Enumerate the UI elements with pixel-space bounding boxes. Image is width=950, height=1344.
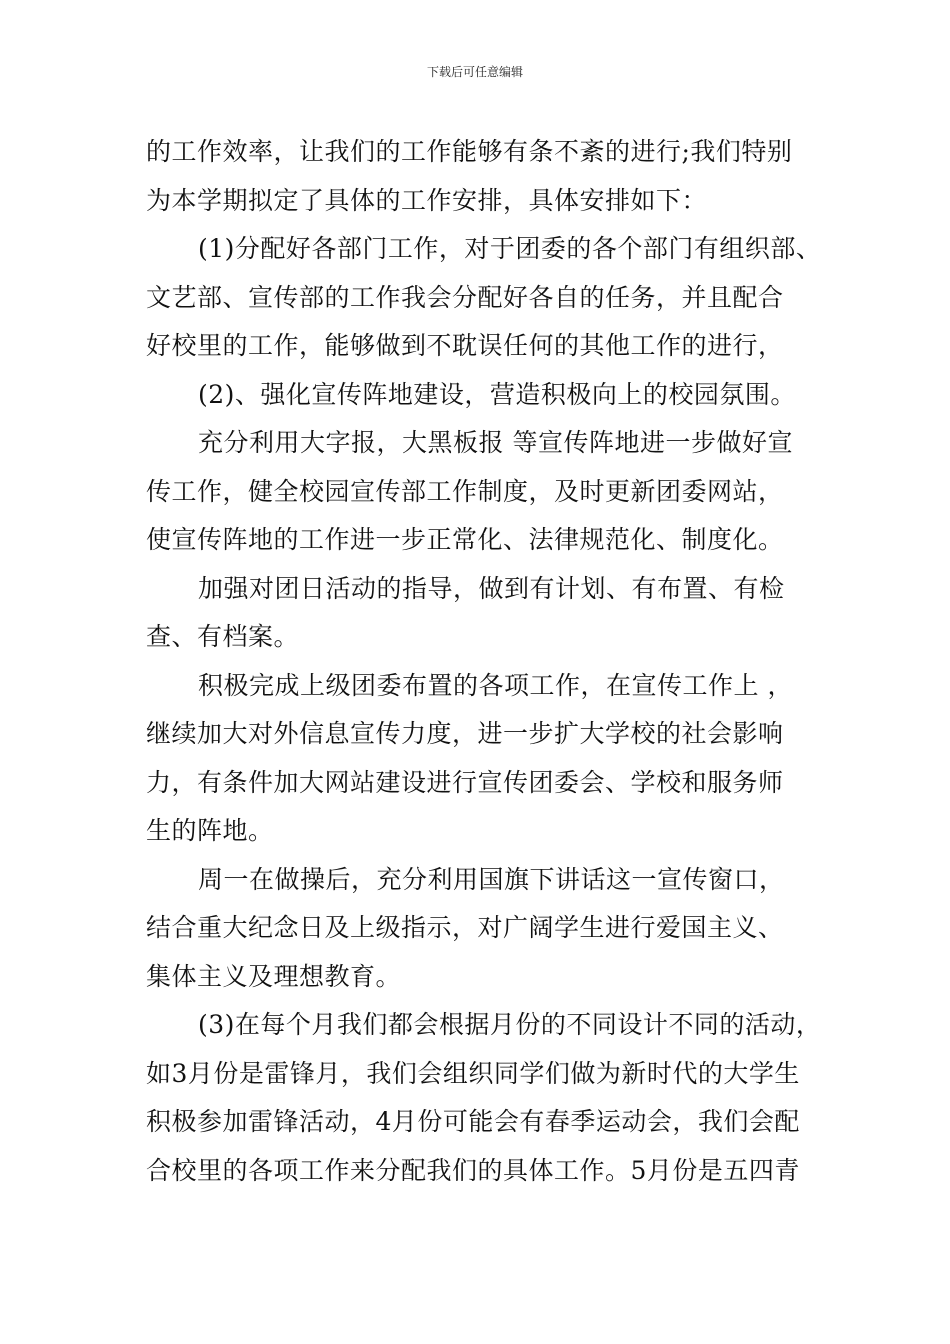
text-line: 积极参加雷锋活动，4月份可能会有春季运动会，我们会配	[146, 1107, 800, 1136]
text-line: (1)分配好各部门工作，对于团委的各个部门有组织部、	[198, 234, 822, 263]
text-line: 的工作效率，让我们的工作能够有条不紊的进行;我们特别	[146, 137, 793, 166]
document-body	[146, 128, 836, 1195]
text-line: 为本学期拟定了具体的工作安排，具体安排如下：	[146, 185, 708, 215]
text-line: (3)在每个月我们都会根据月份的不同设计不同的活动，	[198, 1010, 822, 1039]
text-line: 使宣传阵地的工作进一步正常化、法律规范化、制度化。	[146, 525, 784, 554]
text-line: 如3月份是雷锋月，我们会组织同学们做为新时代的大学生	[146, 1058, 800, 1088]
text-line: 文艺部、宣传部的工作我会分配好各自的任务，并且配合	[146, 282, 784, 312]
page-header: 下载后可任意编辑	[426, 65, 523, 79]
text-line: 周一在做操后，充分利用国旗下讲话这一宣传窗口，	[198, 864, 785, 894]
text-line: 合校里的各项工作来分配我们的具体工作。5月份是五四青	[146, 1155, 800, 1185]
text-line: 传工作，健全校园宣传部工作制度，及时更新团委网站，	[146, 476, 784, 506]
text-line: 加强对团日活动的指导，做到有计划、有布置、有检	[198, 573, 785, 603]
text-line: 生的阵地。	[146, 816, 274, 845]
text-line: 集体主义及理想教育。	[146, 961, 402, 991]
text-line: 继续加大对外信息宣传力度，进一步扩大学校的社会影响	[146, 719, 784, 748]
text-line: 查、有档案。	[146, 622, 300, 651]
text-line: 力，有条件加大网站建设进行宣传团委会、学校和服务师	[146, 767, 784, 797]
text-line: 积极完成上级团委布置的各项工作，在宣传工作上 ，	[198, 670, 793, 700]
text-line: (2)、强化宣传阵地建设，营造积极向上的校园氛围。	[198, 379, 796, 409]
text-line: 充分利用大字报，大黑板报 等宣传阵地进一步做好宣	[198, 428, 793, 457]
text-line: 结合重大纪念日及上级指示，对广阔学生进行爱国主义、	[146, 913, 784, 942]
text-line: 好校里的工作，能够做到不耽误任何的其他工作的进行，	[146, 331, 784, 360]
